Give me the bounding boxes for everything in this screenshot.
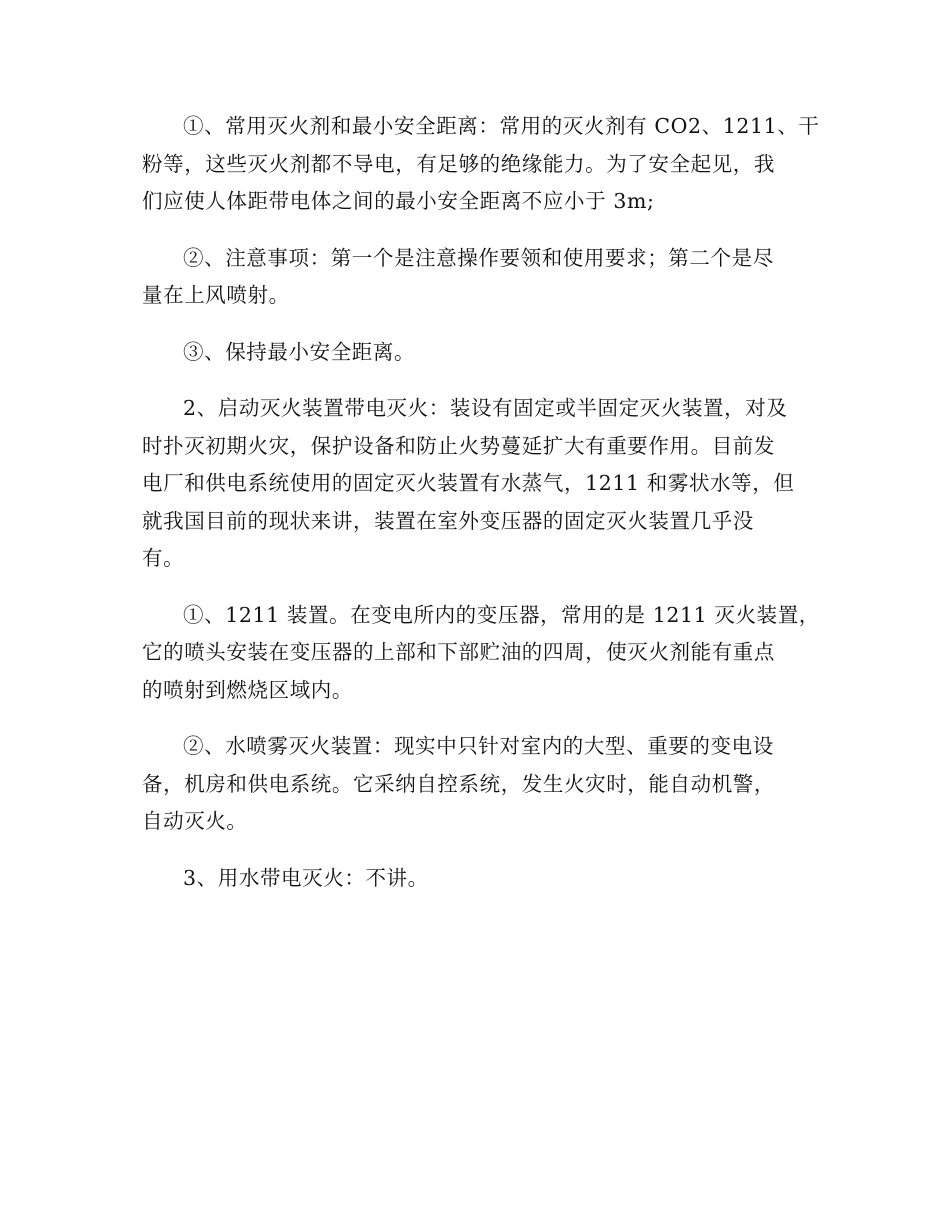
paragraph-line: 3、用水带电灭火：不讲。 — [183, 865, 429, 890]
paragraph-extinguishing-agents — [142, 108, 820, 221]
paragraph-line: 的喷射到燃烧区域内。 — [142, 677, 353, 702]
paragraph-line: 自动灭火。 — [142, 809, 248, 833]
paragraph-line: 有。 — [142, 546, 185, 570]
paragraph-water-spray-device — [142, 728, 810, 841]
paragraph-line: ②、水喷雾灭火装置：现实中只针对室内的大型、重要的变电设 — [183, 734, 774, 758]
paragraph-1211-device — [142, 597, 820, 710]
paragraph-line: ①、1211 装置。在变电所内的变压器，常用的是 1211 灭火装置， — [183, 602, 820, 627]
paragraph-line: 就我国目前的现状来讲，装置在室外变压器的固定灭火装置几乎没 — [142, 508, 754, 533]
paragraph-line: 它的喷头安装在变压器的上部和下部贮油的四周，使灭火剂能有重点 — [142, 640, 775, 664]
paragraph-line: ①、常用灭火剂和最小安全距离：常用的灭火剂有 CO2、1211、干 — [183, 114, 820, 138]
paragraph-line: ②、注意事项：第一个是注意操作要领和使用要求；第二个是尽 — [183, 245, 774, 270]
document-body — [142, 108, 820, 916]
paragraph-line: ③、保持最小安全距离。 — [183, 339, 416, 364]
paragraph-keep-distance — [142, 334, 810, 372]
paragraph-line: 们应使人体距带电体之间的最小安全距离不应小于 3m; — [142, 189, 655, 213]
paragraph-line: 量在上风喷射。 — [142, 283, 290, 307]
paragraph-precautions — [142, 240, 810, 315]
paragraph-water-live-extinguishing — [142, 860, 810, 898]
paragraph-line: 2、启动灭火装置带电灭火：装设有固定或半固定灭火装置，对及 — [183, 396, 788, 420]
paragraph-line: 粉等，这些灭火剂都不导电，有足够的绝缘能力。为了安全起见，我 — [142, 151, 775, 176]
paragraph-fixed-devices — [142, 390, 810, 578]
paragraph-line: 时扑灭初期火灾，保护设备和防止火势蔓延扩大有重要作用。目前发 — [142, 433, 775, 458]
paragraph-line: 备，机房和供电系统。它采纳自控系统，发生火灾时，能自动机警， — [142, 771, 775, 796]
paragraph-line: 电厂和供电系统使用的固定灭火装置有水蒸气，1211 和雾状水等，但 — [142, 471, 795, 495]
